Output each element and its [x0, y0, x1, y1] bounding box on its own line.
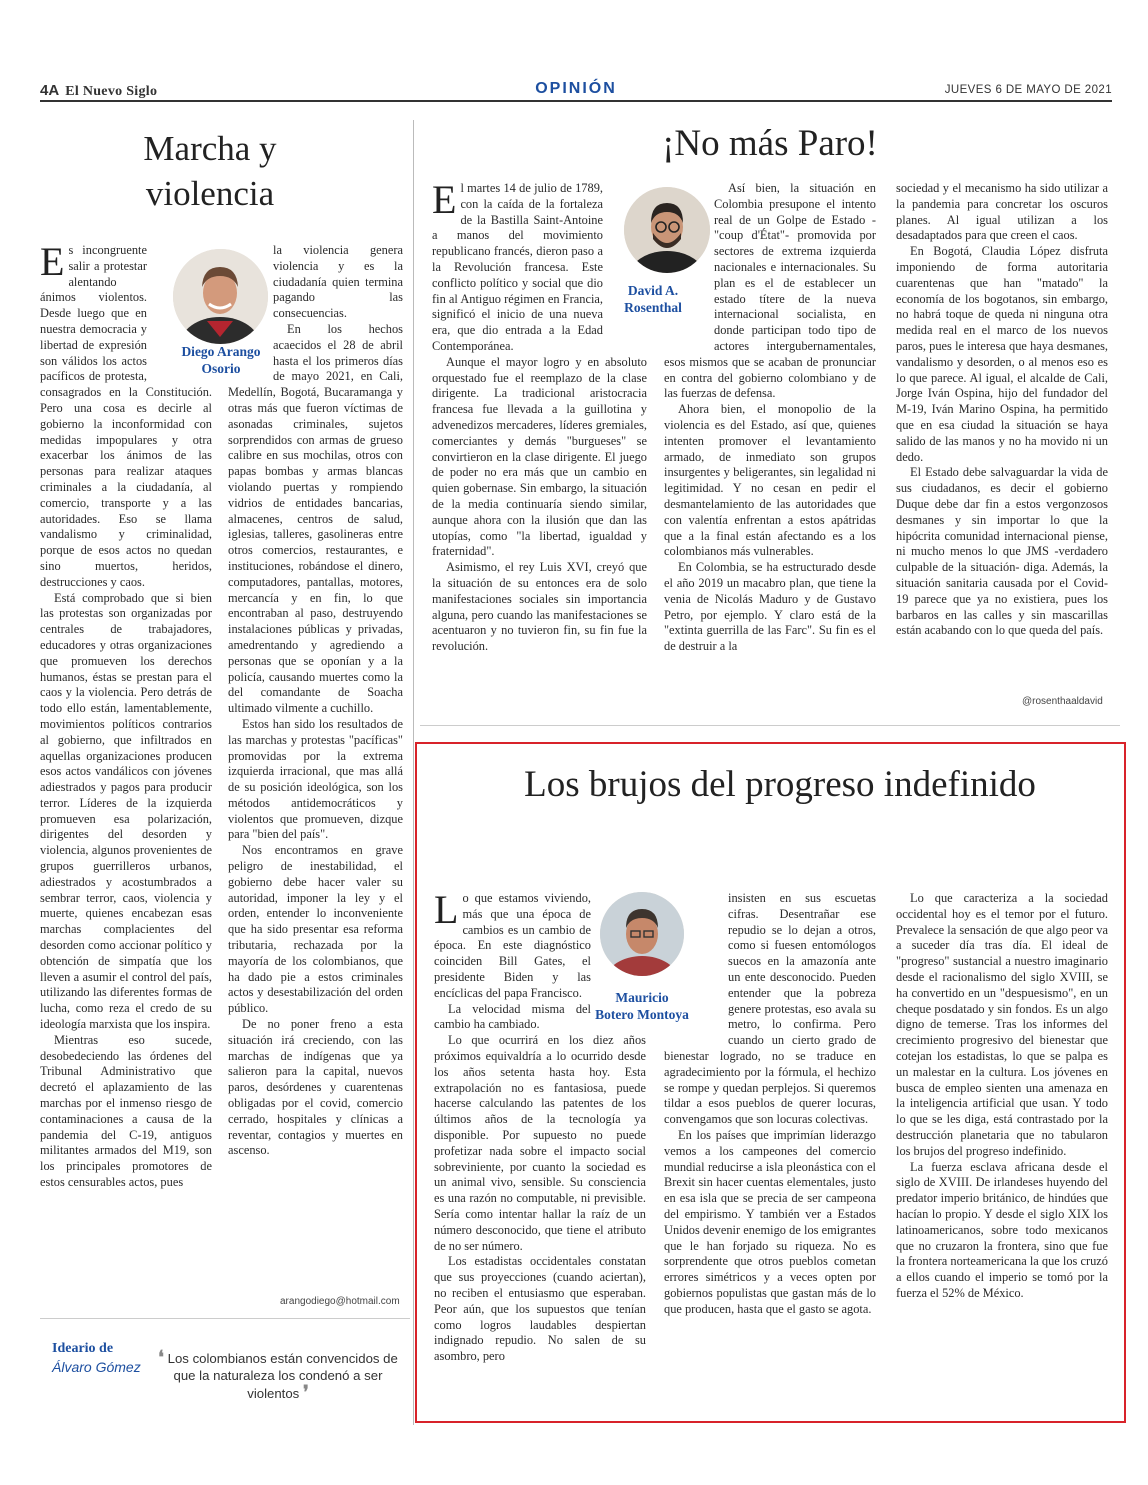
drop-cap: E [40, 243, 65, 284]
quote-open-icon: ❛ [158, 1347, 164, 1367]
ideario-author: Álvaro Gómez [52, 1359, 141, 1375]
article-paragraph: la violencia genera violencia y es la ciudadanía quien termina pagando las consecuencias. [273, 243, 403, 321]
article-paragraph: sociedad y el mecanismo ha sido utilizar a la pandemia para concretar los oscuros planes. Al igual utilizan a los desadaptados para que creen el caos. [896, 181, 1108, 243]
article-column [432, 181, 647, 711]
article-column [896, 181, 1108, 691]
article-paragraph: Los estadistas occidentales constatan que sus proyecciones (cuando aciertan), no reciben el entusiasmo que esperaban. Peor aún, que los supuestos que tenían como logros laudables despiertan indignado repudio. No salen de su asombro, pero [434, 1254, 646, 1364]
article-paragraph: Nos encontramos en grave peligro de inestabilidad, el gobierno debe hacer valer su autoridad, imponer la ley y el orden, entender lo inconveniente que ha sido presentar esa reforma tributaria, rechazada por la mayoría de los colombianos, que ha dado pie a estos criminales actos y desestabilización del orden público. [228, 843, 403, 1016]
article-paragraph: insisten en sus escuetas cifras. Desentrañar ese repudio se lo dejan a otros, como si fuesen entomólogos suecos en la amazonía ante un ente desconocido. Pueden entender que la pobreza genere protestas, eso avala su metro, lo confirma. Pero cuando un cierto grado de bienestar logrado, no se traduce en agradecimiento por la fórmula, el hechizo se rompe y quedan perplejos. Si queremos tildar a esos pueblos de querer locuras, convengamos que son locuras colectivas. [664, 891, 876, 1127]
photo-space [664, 181, 714, 346]
article-paragraph: De no poner freno a esta situación irá creciendo, con las marchas de indígenas que ya salieron para la capital, nuevos paros, desórdenes y cuarentenas obligadas por el covid, comercio cerrado, hospitales y clínicas a reventar, contagios y muertes en ascenso. [228, 1017, 403, 1158]
quote-text: Los colombianos están convencidos de que la naturaleza los condenó a ser violentos [167, 1351, 398, 1401]
article-title: Los brujos del progreso indefinido [524, 764, 1036, 805]
author-name: Mauricio Botero Montoya [595, 990, 689, 1022]
section-name: OPINIÓN [535, 80, 617, 97]
article-paragraph: La fuerza esclava africana desde el siglo de XVIII. De irlandeses huyendo del predator imperio británico, de hindúes que hacían lo propio. Y desde el siglo XIX los latinoamericanos, sobre todo mexicanos que no cruzaron la frontera, sino que fue la frontera norteamericana la que los cruzó a ellos cuando el imperio se tomó por la fuerza el 52% de México. [896, 1159, 1108, 1300]
photo-space [228, 243, 273, 378]
article-title: ¡No más Paro! [662, 123, 878, 164]
article-paragraph: Lo que caracteriza a la sociedad occidental hoy es el temor por el futuro. Prevalece la sensación de que algo peor va a suceder día tras día. El ideal de "progreso" sustancial a nuestro imaginario desde el racionalismo del siglo XVIII, se ha convertido en un "despuesismo", en un cheque posdatado y sin fondos. Es un algo digno de temerse. Tras los informes del crecimiento progresivo del bienestar que cotejan los estadistas, lo que se palpa es un malestar en la cultura. Los jóvenes en busca de empleo sienten una amenaza en la inteligencia artificial que usan. Y todo lo que se les diga, está contrastado por la destrucción planetaria que no tabularon los brujos del progreso indefinido. [896, 891, 1108, 1158]
article-column [896, 891, 1108, 1401]
drop-cap: E [432, 181, 457, 222]
article-paragraph: Así bien, la situación en Colombia presupone el intento real de un Golpe de Estado - "coup d'État"- promovida por sectores de extrema izquierda nacionales e internacionales. Su plan es el de establecer un estado títere de la nueva internacional socialista, en donde participan todo tipo de actores intergubernamentales, esos mismos que se acaban de pronunciar en contra del gobierno colombiano y de las fuerzas de defensa. [664, 181, 876, 401]
paragraph-text: s incongruente salir a protestar alentando ánimos violentos. Desde luego que en nuestra democracia y libertad de expresión son válidos los actos pacíficos de protesta, consagrados en la Constitución. Pero una cosa es decirle al gobierno la inconformidad con medidas impopulares y otra exacerbar los ánimos de las personas para realizar ataques criminales a la ciudadanía, al comercio, transporte y a las autoridades. Eso se llama vandalismo y criminalidad, porque de esos actos no quedan sino muertos, heridos, destrucciones y caos. [40, 243, 212, 589]
author-email: arangodiego@hotmail.com [280, 1296, 400, 1307]
newspaper-name: El Nuevo Siglo [65, 84, 158, 99]
article-paragraph: En Bogotá, Claudia López disfruta imponiendo de forma autoritaria cuarentenas que han "matado" la economía de los bogotanos, sin embargo, no habrá toque de queda ni ninguna otra medida real en el marco de los nuevos paros, pues le interesa que haya desmanes, vandalismo y desorden, o al menos eso es lo que parece. Al igual, el alcalde de Cali, Jorge Iván Ospina, hijo del fundador del M-19, Iván Marino Ospina, ha permitido que en esa ciudad la situación se haya salido de las manos y no ha movido ni un dedo. [896, 244, 1108, 464]
article-paragraph: Lo que ocurrirá en los diez años próximos equivaldría a lo ocurrido desde los años setenta hasta hoy. Esta extrapolación no es fantasiosa, puede hacerse calculando las patentes de los últimos años de la tecnología ya disponible. Por supuesto no puede profetizar nada sobre el impacto social sobreviniente, por cuanto la sociedad es un animal vivo, sensible. Su consciencia es una razón no computable, ni previsible. Sería como intentar hallar la raíz de un número desconocido, que tiene el atributo de no ser número. [434, 1033, 646, 1253]
author-name: David A. Rosenthal [624, 283, 682, 315]
quote-close-icon: ❜ [302, 1382, 309, 1402]
article-column [434, 891, 646, 1401]
ideario-box [40, 1318, 410, 1418]
page-header [40, 80, 1112, 102]
article-paragraph: Asimismo, el rey Luis XVI, creyó que la situación de su entonces era de solo manifestaciones sociales sin importancia alguna, pero cuando las manifestaciones se acentuaron y no tuvieron fin, su fin fue la revolución. [432, 560, 647, 654]
issue-date: JUEVES 6 DE MAYO DE 2021 [944, 84, 1112, 96]
article-paragraph: En Colombia, se ha estructurado desde el año 2019 un macabro plan, que tiene la venia de Nicolás Maduro y de Gustavo Petro, por ejemplo. Y claro está de la "extinta guerrilla de las Farc". Su fin es el de destruir a la [664, 560, 876, 654]
article-column [228, 243, 403, 1295]
paragraph-text: o que estamos viviendo, más que una época de cambios es un cambio de época. En este diagnóstico coinciden Bill Gates, el presidente Biden y las encíclicas del papa Francisco. [434, 891, 591, 1000]
article-paragraph: Ahora bien, el monopolio de la violencia es del Estado, así que, quienes intenten promover el levantamiento armado, de inmediato son grupos insurgentes y beligerantes, sin legalidad ni legitimidad. Y no cesan en pedir el desmantelamiento de las autoridades que con valentía enfrentan a estos apátridas que a la final están afectando es a los colombianos más vulnerables. [664, 402, 876, 559]
article-paragraph: El Estado debe salvaguardar la vida de sus ciudadanos, es decir el gobierno Duque debe dar fin a estos vergonzosos desmanes y sin importar lo que la hipócrita comunidad internacional piense, ni mucho menos lo que JMS -verdadero culpable de la situación- diga. Además, la situación sanitaria causada por el Covid-19 parece que ya no existiera, pues los barbaros en las calles y sin mascarillas están acabando con lo que queda del país. [896, 465, 1108, 638]
article-divider [420, 725, 1120, 726]
ideario-label: Ideario de [52, 1341, 114, 1356]
page-number [40, 82, 157, 100]
article-title: Marcha y violencia [143, 129, 277, 213]
article-paragraph: Mientras eso sucede, desobedeciendo las órdenes del Tribunal Administrativo que decretó el aplazamiento de las marchas por el inmenso riesgo de contaminaciones a causa de la pandemia del C-19, antiguos militantes armados del M19, son los principales promotores de estos censurables actos, pues [40, 1032, 212, 1190]
photo-space [664, 891, 728, 1046]
article-paragraph: La velocidad misma del cambio ha cambiado. [434, 1001, 591, 1032]
page-number-text: 4A [40, 82, 60, 99]
drop-cap: L [434, 891, 459, 932]
ideario-quote [158, 1349, 398, 1402]
photo-space [147, 243, 212, 383]
article-column [40, 243, 212, 1308]
author-handle: @rosenthaaldavid [1022, 696, 1103, 707]
article-paragraph: Está comprobado que si bien las protestas son organizadas por centrales de trabajadores, educadores y otras organizaciones que promueven los derechos humanos, éstas se prestan para el caos y la violencia. Pero detrás de todo ello están, lamentablemente, movimientos políticos contrarios al gobierno, que infiltrados en aquellas organizaciones producen esos actos vandálicos con jóvenes adiestrados y pagos para producir terror. Líderes de la izquierda promueven esa polarización, dirigentes del desorden y violencia, algunos provenientes de grupos guerrilleros urbanos, adiestrados y acostumbrados a sembrar terror, caos, violencia y muerte, quienes encabezan esas marchas complacientes del desorden como accionar político y obtención de simpatía que los lleven a asumir el control del país, utilizando las diferentes formas de lucha, como reza el credo de su ideología marxista que los inspira. [40, 590, 212, 1032]
article-column [664, 181, 876, 711]
author-name: Diego Arango Osorio [181, 344, 261, 376]
column-divider [413, 120, 414, 1425]
photo-space [591, 891, 646, 1031]
article-paragraph: En los hechos acaecidos el 28 de abril hasta el los primeros días de mayo 2021, en Cali, Medellín, Bogotá, Bucaramanga y otras más que fueron víctimas de asonadas criminales, sujetos sorprendidos con armas de grueso calibre en sus mochilas, otros con papas bombas y armas blancas violando puertas y rompiendo vidrios de entidades bancarias, almacenes, centros de salud, iglesias, talleres, gasolineras entre otros comercios, restaurantes, e instituciones, robándose el dinero, computadores, pantallas, motores, mercancía y en fin, lo que encontraban al paso, destruyendo instalaciones públicas y privadas, amedrentando y agrediendo a personas que se oponían y a la policía, causando muertes como la del comandante de Soacha ultimado vilmente a cuchillo. [228, 321, 403, 716]
article-paragraph: Aunque el mayor logro y en absoluto orquestado fue el reemplazo de la clase dirigente. La tradicional aristocracia francesa fue llevada a la guillotina y advenedizos mercaderes, líderes gremiales, comerciantes y demás "burgueses" se convirtieron en la clase dirigente. El juego de poder no era más que un cambio en quien gobernase. Sin embargo, la situación de la media continuaría siendo similar, aunque ahora con la ilusión que dan las utopías, como "la libertad, igualdad y fraternidad". [432, 354, 647, 559]
article-paragraph: En los países que imprimían liderazgo vemos a los campeones del comercio mundial reducirse a isla pleonástica con el Brexit sin hacer cuentas elementales, justo en esa isla que se precia de ser campeona del empirismo. Y también ver a Estados Unidos devenir enemigo de los emigrantes que le han forjado su riqueza. No es sorprendente que otros pueblos cometan errores simétricos y a veces opten por gobiernos populistas que gastan más de lo que producen, hasta que el gasto se agota. [664, 1127, 876, 1316]
article-paragraph: Estos han sido los resultados de las marchas y protestas "pacíficas" promovidas por la extrema izquierda irracional, que mas allá de su posición ideológica, son los métodos antidemocráticos y violentos que promueven, dizque para "bien del país". [228, 716, 403, 842]
article-column [664, 891, 876, 1401]
photo-space [603, 181, 647, 341]
paragraph-text: l martes 14 de julio de 1789, con la caída de la fortaleza de la Bastilla Saint-Antoine a manos del movimiento republicano francés, dieron paso a la Revolución francesa. Este conflicto político y social que dio fin al Antiguo régimen en Francia, significó el inicio de una nueva era, que dio entrada a la Edad Contemporánea. [432, 181, 603, 353]
